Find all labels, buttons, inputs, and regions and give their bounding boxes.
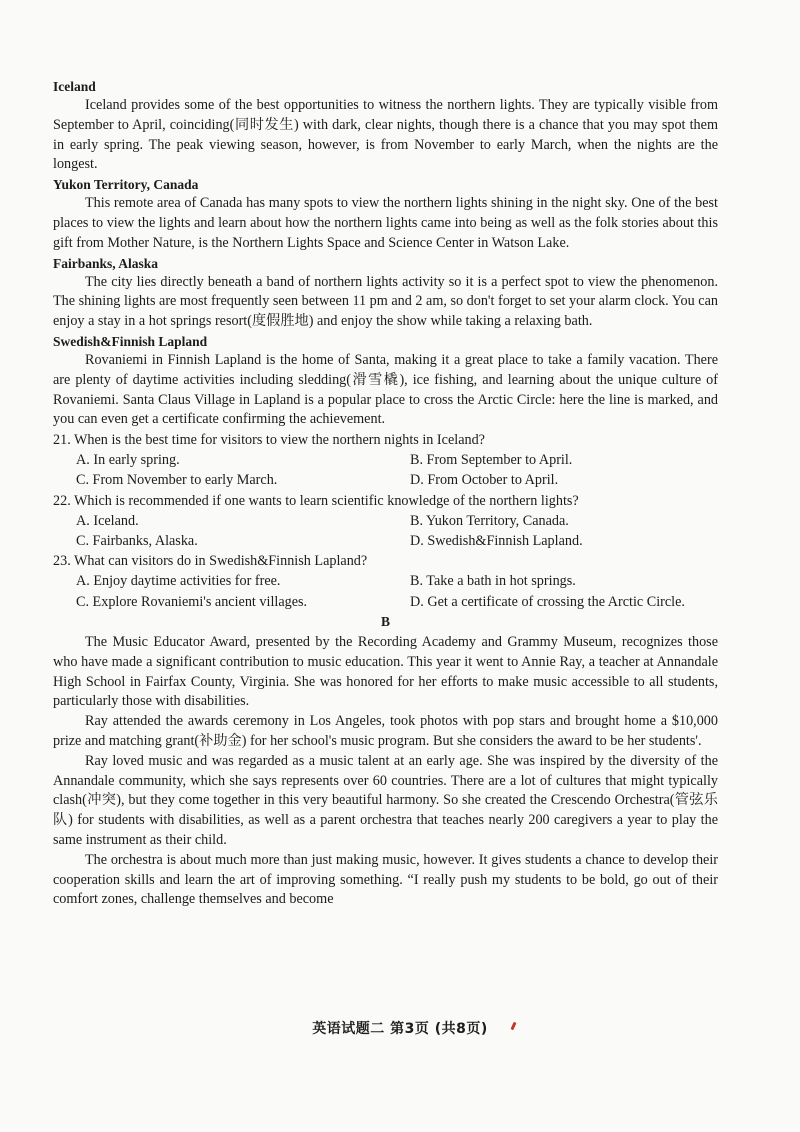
option-c: C. Explore Rovaniemi's ancient villages. (76, 593, 308, 610)
page-footer: 英语试题二 第3页 (共8页) (312, 1021, 488, 1037)
passage-paragraph: The Music Educator Award, presented by the Recording Academy and Grammy Museum, recognizes those who have made a significant contribution to music education. This year it went to Annie Ray, a teacher at Annandale High School in Fairfax County, Virginia. She was honored for her efforts to make music accessible to all students, particularly those with disabilities. (53, 633, 718, 710)
option-a: A. Enjoy daytime activities for free. (76, 573, 281, 590)
section-heading: Fairbanks, Alaska (53, 255, 159, 271)
section-body: Iceland provides some of the best opportunities to witness the northern lights. They are typically visible from September to April, coinciding(同时发生) with dark, clear nights, though there is a chance that you may spot them in early spring. The peak viewing season, however, is from November to early March, when the nights are the longest. (53, 97, 718, 173)
question-22 (53, 491, 718, 552)
option-c: C. From November to early March. (76, 472, 278, 489)
option-b: B. Yukon Territory, Canada. (410, 512, 569, 529)
section-lapland (53, 332, 718, 430)
answer-options (76, 511, 718, 552)
passage-paragraph: The orchestra is about much more than just making music, however. It gives students a chance to develop their cooperation skills and learn the art of improving something. “I really push my students to be bold, go out of their comfort zones, challenge themselves and become (53, 851, 718, 908)
option-b: B. From September to April. (410, 452, 573, 469)
section-body: The city lies directly beneath a band of northern lights activity so it is a perfect spot to view the phenomenon. The shining lights are most frequently seen between 11 pm and 2 am, so don't forget to set your alarm clock. You can enjoy a stay in a hot springs resort(度假胜地) and enjoy the show while taking a relaxing bath. (53, 273, 718, 330)
option-b: B. Take a bath in hot springs. (410, 573, 576, 590)
section-heading: Yukon Territory, Canada (53, 177, 199, 193)
answer-options (76, 450, 718, 491)
page-content (53, 77, 718, 910)
option-a: A. In early spring. (76, 452, 180, 469)
option-c: C. Fairbanks, Alaska. (76, 533, 198, 550)
section-body: This remote area of Canada has many spots to view the northern lights shining in the night sky. One of the best places to view the lights and learn about how the northern lights came into being as well as the folk stories about this gift from Mother Nature, is the Northern Lights Space and Science Center in Watson Lake. (53, 195, 718, 251)
option-d: D. From October to April. (410, 472, 559, 489)
section-body: Rovaniemi in Finnish Lapland is the home of Santa, making it a great place to take a family vacation. There are plenty of daytime activities including sledding(滑雪橇), ice fishing, and learning about the unique culture of Rovaniemi. Santa Claus Village in Lapland is a popular place to cross the Arctic Circle: here the line is marked, and you can even get a certificate confirming the achievement. (53, 351, 718, 428)
passage-paragraph: Ray attended the awards ceremony in Los Angeles, took photos with pop stars and brought home a $10,000 prize and matching grant(补助金) for her school's music program. But she considers the award to be her students'. (53, 713, 718, 749)
option-d: D. Swedish&Finnish Lapland. (410, 533, 583, 550)
passage-paragraph: Ray loved music and was regarded as a music talent at an early age. She was inspired by the diversity of the Annandale community, which she says represents over 60 countries. There are a lot of cultures that might typically clash(冲突), but they come together in this very beautiful harmony. So she created the Crescendo Orchestra(管弦乐队) for students with disabilities, as well as a parent orchestra that teaches nearly 200 caregivers a year to play the same instrument as their child. (53, 752, 718, 848)
section-fairbanks (53, 254, 718, 332)
question-stem: 22. Which is recommended if one wants to learn scientific knowledge of the northern lights? (53, 492, 579, 509)
passage-b (53, 633, 718, 910)
passage-b-label: B (380, 613, 390, 629)
option-a: A. Iceland. (76, 512, 139, 529)
section-heading: Swedish&Finnish Lapland (53, 333, 208, 349)
section-iceland (53, 77, 718, 175)
question-21 (53, 430, 718, 491)
section-heading: Iceland (53, 79, 96, 94)
option-d: D. Get a certificate of crossing the Arctic Circle. (410, 593, 685, 610)
question-23 (53, 551, 718, 612)
question-stem: 21. When is the best time for visitors to view the northern nights in Iceland? (53, 432, 485, 449)
question-stem: 23. What can visitors do in Swedish&Finnish Lapland? (53, 553, 368, 570)
section-yukon (53, 175, 718, 253)
answer-options (76, 571, 718, 612)
